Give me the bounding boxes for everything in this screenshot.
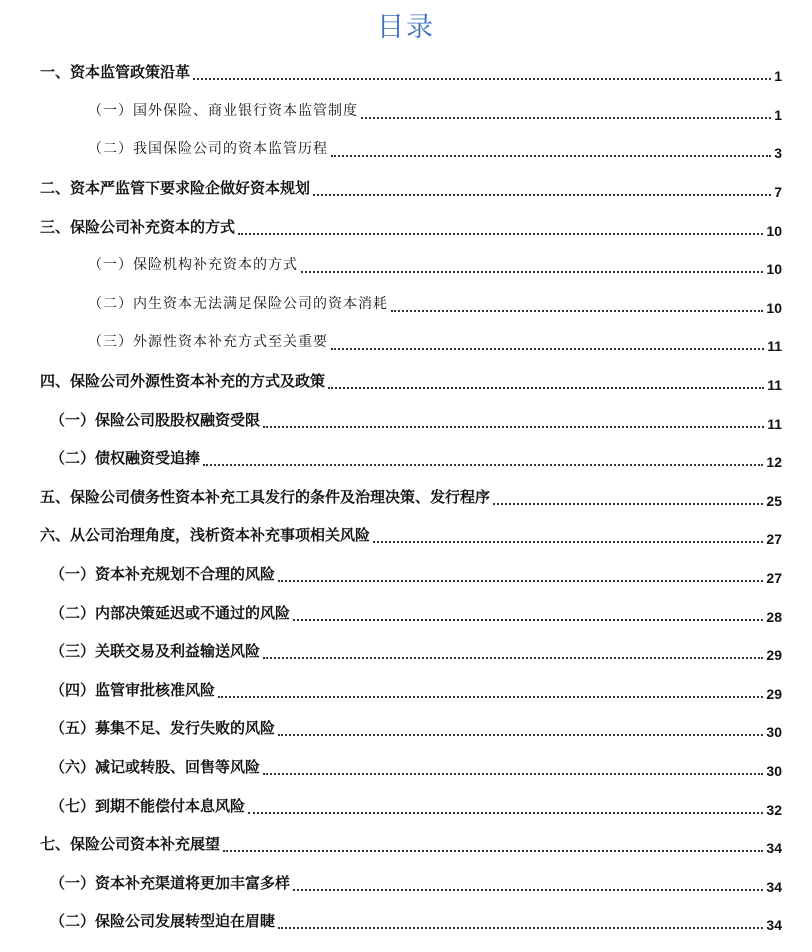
toc-dot-leader	[248, 812, 763, 814]
toc-entry[interactable]	[0, 53, 812, 92]
toc-entry-page: 11	[767, 338, 782, 355]
toc-entry-page: 30	[766, 762, 782, 779]
toc-dot-leader	[293, 619, 763, 621]
toc-entry-label: 三、保险公司补充资本的方式	[40, 217, 236, 236]
toc-entry-page: 7	[774, 184, 782, 201]
toc-entry-label: （七）到期不能偿付本息风险	[50, 796, 246, 815]
toc-entry-label: 六、从公司治理角度，浅析资本补充事项相关风险	[40, 526, 371, 545]
toc-dot-leader	[301, 271, 763, 273]
toc-entry-label: 五、保险公司债务性资本补充工具发行的条件及治理决策、发行程序	[40, 487, 491, 506]
toc-entry-page: 10	[766, 299, 782, 316]
toc-entry-label: （二）我国保险公司的资本监管历程	[88, 141, 328, 158]
toc-dot-leader	[331, 155, 771, 157]
toc-entry-page: 11	[767, 415, 782, 432]
toc-dot-leader	[373, 541, 763, 543]
toc-entry-label: （五）募集不足、发行失败的风险	[50, 719, 276, 738]
toc-dot-leader	[493, 503, 763, 505]
toc-dot-leader	[238, 233, 763, 235]
toc-entry-label: （一）资本补充渠道将更加丰富多样	[50, 873, 291, 892]
toc-entry[interactable]	[0, 902, 812, 941]
toc-dot-leader	[361, 117, 771, 119]
toc-entry-label: （三）外源性资本补充方式至关重要	[88, 334, 328, 351]
toc-entry[interactable]	[0, 207, 812, 246]
toc-dot-leader	[263, 657, 763, 659]
toc-entry-label: 二、资本严监管下要求险企做好资本规划	[40, 179, 311, 198]
toc-dot-leader	[193, 78, 771, 80]
toc-dot-leader	[263, 426, 764, 428]
toc-entry[interactable]	[0, 825, 812, 864]
toc-entry-page: 12	[766, 454, 782, 471]
toc-entry[interactable]	[0, 400, 812, 439]
toc-dot-leader	[278, 734, 763, 736]
toc-dot-leader	[223, 850, 763, 852]
toc-entry-page: 27	[766, 570, 782, 587]
toc-entry-label: （二）保险公司发展转型迫在眉睫	[50, 912, 276, 931]
toc-entry-page: 10	[766, 261, 782, 278]
toc-entry-page: 1	[774, 106, 782, 123]
toc-entry-label: （一）国外保险、商业银行资本监管制度	[88, 102, 358, 119]
toc-entry[interactable]	[0, 593, 812, 632]
toc-list	[0, 53, 812, 941]
toc-dot-leader	[203, 464, 763, 466]
toc-entry-page: 32	[766, 801, 782, 818]
toc-dot-leader	[218, 696, 763, 698]
toc-dot-leader	[331, 348, 764, 350]
toc-entry[interactable]	[0, 671, 812, 710]
toc-dot-leader	[328, 387, 764, 389]
toc-entry-label: （一）保险机构补充资本的方式	[88, 257, 298, 274]
toc-entry[interactable]	[0, 92, 812, 131]
toc-dot-leader	[278, 580, 763, 582]
toc-entry-label: （二）内生资本无法满足保险公司的资本消耗	[88, 295, 388, 312]
toc-dot-leader	[278, 927, 763, 929]
toc-entry[interactable]	[0, 709, 812, 748]
toc-title: 目录	[377, 12, 435, 43]
toc-entry-page: 10	[766, 222, 782, 239]
toc-entry-label: （三）关联交易及利益输送风险	[50, 642, 261, 661]
toc-entry[interactable]	[0, 863, 812, 902]
toc-entry-label: 一、资本监管政策沿革	[40, 63, 191, 82]
toc-entry-page: 25	[766, 492, 782, 509]
toc-entry-label: （二）内部决策延迟或不通过的风险	[50, 603, 291, 622]
toc-dot-leader	[293, 889, 763, 891]
toc-dot-leader	[263, 773, 763, 775]
toc-entry[interactable]	[0, 323, 812, 362]
toc-entry-label: （一）保险公司股股权融资受限	[50, 410, 261, 429]
toc-entry-page: 29	[766, 647, 782, 664]
toc-entry-label: （四）监管审批核准风险	[50, 680, 216, 699]
toc-entry-page: 11	[767, 377, 782, 394]
toc-entry-label: （六）减记或转股、回售等风险	[50, 757, 261, 776]
toc-entry-page: 34	[766, 917, 782, 934]
toc-entry-page: 29	[766, 685, 782, 702]
toc-entry[interactable]	[0, 130, 812, 169]
toc-entry[interactable]	[0, 555, 812, 594]
toc-entry[interactable]	[0, 439, 812, 478]
toc-entry-page: 30	[766, 724, 782, 741]
toc-entry-label: （二）债权融资受追捧	[50, 449, 201, 468]
toc-entry-label: 四、保险公司外源性资本补充的方式及政策	[40, 372, 326, 391]
toc-entry-label: （一）资本补充规划不合理的风险	[50, 565, 276, 584]
toc-entry-page: 1	[774, 68, 782, 85]
toc-entry[interactable]	[0, 169, 812, 208]
toc-entry-page: 34	[766, 840, 782, 857]
toc-dot-leader	[391, 310, 763, 312]
toc-entry[interactable]	[0, 786, 812, 825]
toc-entry[interactable]	[0, 748, 812, 787]
toc-entry-page: 34	[766, 878, 782, 895]
toc-entry-label: 七、保险公司资本补充展望	[40, 835, 221, 854]
toc-entry[interactable]	[0, 285, 812, 324]
toc-dot-leader	[313, 194, 771, 196]
toc-entry[interactable]	[0, 632, 812, 671]
toc-entry-page: 3	[774, 145, 782, 162]
toc-entry-page: 27	[766, 531, 782, 548]
toc-entry[interactable]	[0, 246, 812, 285]
toc-entry[interactable]	[0, 478, 812, 517]
toc-entry[interactable]	[0, 516, 812, 555]
toc-entry-page: 28	[766, 608, 782, 625]
toc-entry[interactable]	[0, 362, 812, 401]
